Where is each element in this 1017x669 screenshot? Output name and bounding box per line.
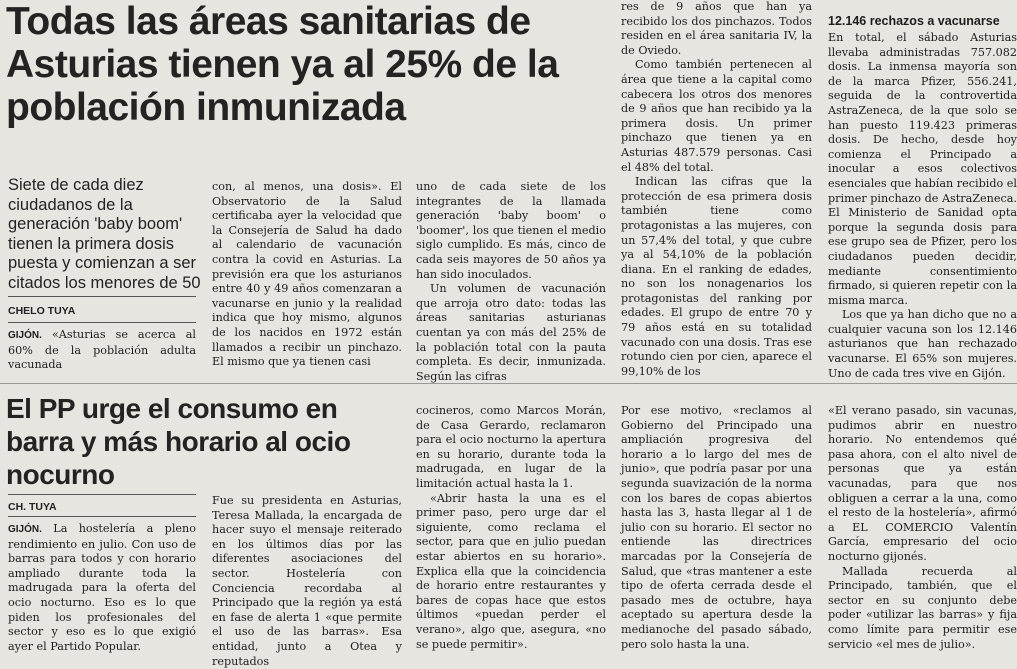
sidebar-title: 12.146 rechazos a vacunarse <box>828 14 1000 28</box>
article2-column-2 <box>212 494 402 668</box>
article1-col1-text: «Asturias se acerca al 60% de la población adulta vacunada <box>8 328 196 372</box>
article1-col4-p3: Indican las cifras que la protección de esa primera dosis también tiene como protagonistas a las mujeres, con un 57,4% del total, y que cubre ya al 54,10% de la población diana. En el ranking de edades, no son los nonagenarios los protagonistas del ranking por edades. El grupo de entre 70 y 79 años está en su totalidad vacunado con una dosis. Tras ese rotundo cien por cien, aparece el 99,10% de los <box>621 175 812 378</box>
article1-col4-p2: Como también pertenecen al área que tiene a la capital como cabecera los otros dos menores de 9 años que han recibido ya la primera dosis. Un primer pinchazo que tienen ya en Asturias 487.579 personas. Casi el 48% del total. <box>621 58 812 174</box>
article1-column-5 <box>828 31 1017 382</box>
article1-col4-p1: res de 9 años que han ya recibido los dos pinchazos. Todos residen en el área sanitaria IV, la de Oviedo. <box>621 0 812 57</box>
article2-col3-p1: cocineros, como Marcos Morán, de Casa Gerardo, reclamaron para el ocio nocturno la apertura en su horario, durante toda la madrugada, en lugar de la limitación actual hasta la 1. <box>416 404 606 490</box>
article2-column-3 <box>416 404 606 651</box>
article2-col5-p1: «El verano pasado, sin vacunas, pudimos abrir en nuestro horario. No entendemos qué pasa ahora, con el alto nivel de personas que ya están vacunadas, para que nos obliguen a cerrar a la una, como el resto de la hostelería», afirmó a EL COMERCIO Valentín García, empresario del ocio nocturno gijonés. <box>828 404 1017 563</box>
article1-byline: CHELO TUYA <box>8 305 76 317</box>
article1-column-2 <box>212 180 402 380</box>
article1-column-4 <box>621 0 812 382</box>
article1-dateline: GIJÓN. <box>8 330 42 341</box>
article2-headline: El PP urge el consumo en barra y más horario al ocio nocurno <box>6 393 351 490</box>
article2-col2-text: Fue su presidenta en Asturias, Teresa Mallada, la encargada de hacer suyo el mensaje reiterado en los últimos días por las diferentes asociaciones del sector. Hostelería con Conciencia recordaba al Principado que la región ya está en fase de alerta 1 «que permite el uso de las barras». Esa entidad, junto a Otea y reputados <box>212 494 402 668</box>
byline-rule-bottom <box>8 322 196 323</box>
article1-column-1 <box>8 328 196 382</box>
article2-col5-p2: Mallada recuerda al Principado, también, que el sector en su conjunto debe poder «utilizar las barras» y fija como límite para permitir ese servicio «el mes de julio». <box>828 564 1017 651</box>
article2-column-5 <box>828 404 1017 651</box>
article1-col3-p1: uno de cada siete de los integrantes de la llamada generación 'baby boom' o 'boomer', los que tienen el medio siglo cumplido. Es más, cinco de cada seis mayores de 50 años ya han sido inoculados. <box>416 180 606 281</box>
article1-col5-p1: En total, el sábado Asturias llevaba administradas 757.082 dosis. La inmensa mayoría son de la marca Pfizer, 556.241, seguida de la controvertida AstraZeneca, de la que solo se han puesto 119.423 primeras dosis. De hecho, desde hoy comienza el Principado a inocular a esos colectivos esenciales que habían recibido el primer pinchazo de AstraZeneca. El Ministerio de Sanidad opta porque la segunda dosis para ese grupo sea de Pfizer, pero los ciudadanos pueden decidir, mediante consentimiento firmado, si quieren repetir con la misma marca. <box>828 31 1017 307</box>
byline-rule <box>8 296 196 297</box>
byline-rule-2-bottom <box>8 516 196 517</box>
article2-col4-p1: Por ese motivo, «reclamos al Gobierno del Principado una ampliación progresiva del horario a lo largo del mes de junio», que podría pasar por una segunda suavización de la norma con los bares de copas abiertos hasta las 3, hasta llegar al 1 de julio con su horario. El sector no entiende las directrices marcadas por la Consejería de Salud, que «tras mantener a este tipo de oferta cerrada desde el pasado mes de octubre, haya aceptado su apertura desde la medianoche del pasado sábado, pero solo hasta la una. <box>621 404 812 651</box>
article1-col2-text: con, al menos, una dosis». El Observatorio de la Salud certificaba ayer la velocidad que la Consejería de Salud ha dado al calendario de vacunación contra la covid en Asturias. La previsión era que los asturianos entre 40 y 49 años comenzaran a vacunarse en junio y la realidad indica que hoy mismo, algunos de los nacidos en 1972 están llamados a recibir un pinchazo. El mismo que ya tienen casi <box>212 180 402 369</box>
byline-rule-2 <box>8 494 196 495</box>
article1-col5-p2: Los que ya han dicho que no a cualquier vacuna son los 12.146 asturianos que han rechazado vacunarse. El 65% son mujeres. Uno de cada tres vive en Gijón. <box>828 308 1017 380</box>
article2-column-4 <box>621 404 812 651</box>
article2-col3-p2: «Abrir hasta la una es el primer paso, pero urge dar el siguiente, como reclama el sector, para que en julio puedan estar abiertos en su horario». Explica ella que la coincidencia de horario entre restaurantes y bares de copas hace que estos últimos «puedan perder el verano», algo que, asegura, «no se puede permitir». <box>416 491 606 651</box>
article2-column-1 <box>8 522 196 653</box>
article2-byline: CH. TUYA <box>8 501 57 513</box>
article2-dateline: GIJÓN. <box>8 524 42 535</box>
article1-subhead: Siete de cada diez ciudadanos de la generación 'baby boom' tienen la primera dosis puesta y comienzan a ser citados los menores de 50 <box>8 176 201 292</box>
article1-col3-p2: Un volumen de vacunación que arroja otro dato: todas las áreas sanitarias asturianas cuentan ya con más del 25% de la población total con la pauta completa. Es decir, inmunizada. Según las cifras <box>416 282 606 383</box>
article1-headline: Todas las áreas sanitarias de Asturias tienen ya al 25% de la población inmunizada <box>6 0 559 129</box>
article-divider <box>0 383 1017 384</box>
article2-col1-text: La hostelería a pleno rendimiento en julio. Con uso de barras para todos y con horario ampliado durante toda la madrugada para la oferta del ocio nocturno. Eso es lo que piden los profesionales del sector y eso es lo que exigió ayer el Partido Popular. <box>8 522 196 653</box>
article1-column-3 <box>416 180 606 383</box>
